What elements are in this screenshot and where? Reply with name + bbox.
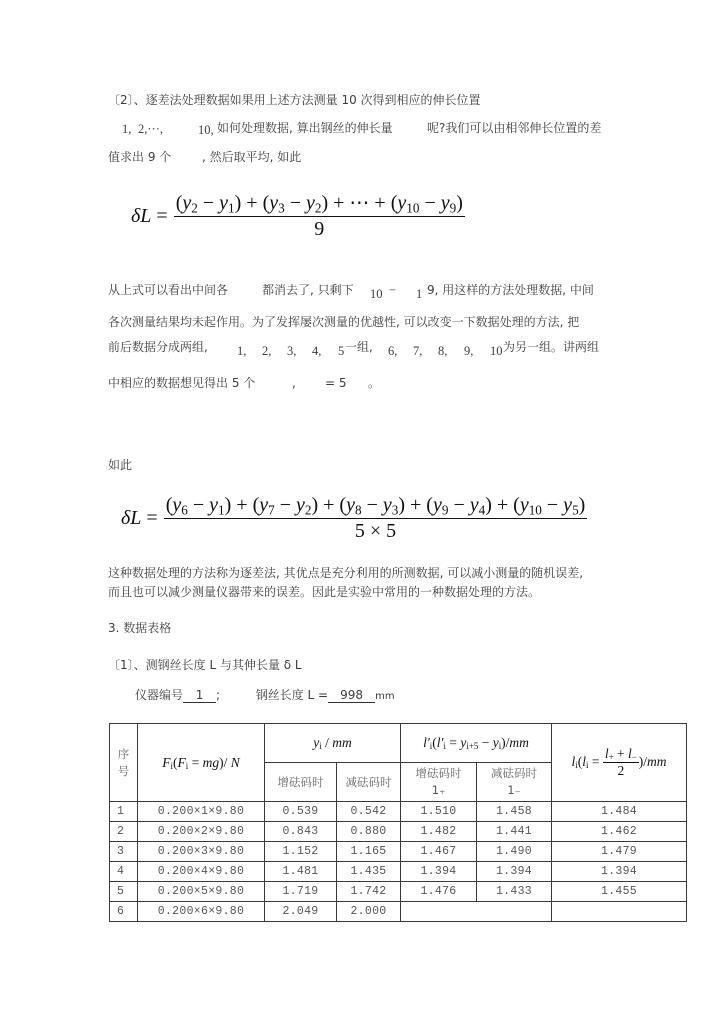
cell-y-adding: 1.719 bbox=[265, 882, 337, 902]
wire-length-unit: mm bbox=[375, 691, 395, 702]
math-variable: y bbox=[296, 494, 305, 516]
cell-index: 1 bbox=[110, 802, 138, 822]
explanation-line1-text-c: 9, 用这样的方法处理数据, 中间 bbox=[427, 283, 594, 297]
group2-variable: 7, bbox=[413, 344, 423, 358]
math-variable: y bbox=[269, 192, 279, 214]
section-2-line3-text-a: 值求出 9 个 bbox=[108, 150, 172, 164]
formula-grouped-difference bbox=[121, 494, 587, 542]
cell-l-adding: 1.510 bbox=[401, 802, 477, 822]
math-text: − bbox=[478, 735, 493, 750]
cell-elongation-merged-empty bbox=[401, 902, 552, 922]
math-variable: y bbox=[209, 494, 219, 516]
math-variable: y bbox=[397, 192, 407, 214]
explanation-line3-text-c: 为另一组。讲两组 bbox=[503, 340, 600, 354]
math-variable: y bbox=[460, 735, 467, 750]
math-variable: y bbox=[432, 494, 442, 516]
math-variable: l′ bbox=[436, 735, 444, 750]
math-variable: y bbox=[492, 735, 499, 750]
position-variable-y10: 10, bbox=[198, 123, 214, 137]
header-index-line1: 序 bbox=[117, 746, 130, 761]
math-text: 9 bbox=[314, 218, 325, 240]
math-subscript: i+5 bbox=[466, 741, 479, 752]
math-text: = bbox=[141, 506, 158, 529]
cell-y-removing: 0.542 bbox=[337, 802, 401, 822]
math-text: − bbox=[541, 494, 564, 516]
cell-l-adding: 1.476 bbox=[401, 882, 477, 902]
cell-index: 5 bbox=[110, 882, 138, 902]
cell-index: 3 bbox=[110, 842, 138, 862]
explanation-line4-comma: , bbox=[292, 376, 296, 390]
header-l-plus-symbol: 1₊ bbox=[431, 783, 446, 797]
math-subscript: 6 bbox=[181, 502, 188, 518]
math-variable: y bbox=[313, 735, 320, 750]
section-2-line3-text-b: , 然后取平均, 如此 bbox=[202, 150, 302, 164]
math-variable: l bbox=[628, 745, 632, 761]
math-text: ) + ( bbox=[311, 494, 347, 516]
math-variable: l bbox=[571, 753, 576, 769]
math-fraction-numerator bbox=[603, 746, 639, 764]
explanation-line2: 各次测量结果均未起作用。为了发挥屡次测量的优越性, 可以改变一下数据处理的方法, 把 bbox=[108, 315, 580, 329]
math-subscript: 1 bbox=[228, 200, 235, 216]
cell-l-adding: 1.482 bbox=[401, 822, 477, 842]
math-text: − bbox=[187, 494, 210, 516]
cell-force: 0.200×2×9.80 bbox=[138, 822, 265, 842]
math-text: ) bbox=[456, 192, 463, 214]
cell-l-average: 1.455 bbox=[552, 882, 687, 902]
math-variable: l bbox=[582, 753, 586, 769]
math-text: − bbox=[284, 192, 306, 214]
group1-variable: 1, bbox=[237, 344, 247, 358]
math-variable: y bbox=[469, 494, 479, 516]
group1-variable: 4, bbox=[312, 344, 322, 358]
cell-l-average bbox=[552, 902, 687, 922]
cell-l-average: 1.484 bbox=[552, 802, 687, 822]
math-subscript: 3 bbox=[391, 502, 399, 518]
math-variable: y bbox=[382, 494, 392, 516]
math-subscript: i bbox=[429, 741, 433, 752]
group2-variable: 10 bbox=[490, 344, 503, 358]
math-subscript: i bbox=[498, 741, 502, 752]
explanation-line4-period: 。 bbox=[368, 376, 381, 390]
formula-lhs bbox=[131, 205, 168, 228]
math-subscript: 4 bbox=[478, 502, 486, 518]
math-subscript: 2 bbox=[191, 200, 198, 216]
cell-force: 0.200×5×9.80 bbox=[138, 882, 265, 902]
cell-l-removing: 1.441 bbox=[477, 822, 552, 842]
cell-l-removing: 1.394 bbox=[477, 862, 552, 882]
formula-numerator bbox=[174, 192, 465, 217]
math-subscript: 9 bbox=[449, 200, 457, 216]
cell-index: 2 bbox=[110, 822, 138, 842]
cell-y-adding: 1.152 bbox=[265, 842, 337, 862]
math-subscript: i bbox=[185, 760, 189, 771]
math-text: ) + ( bbox=[234, 192, 270, 214]
math-subscript: 7 bbox=[268, 502, 275, 518]
math-subscript: 10 bbox=[406, 200, 420, 216]
header-elongation-average bbox=[552, 724, 687, 802]
explanation-line3-text-b: 一组, bbox=[345, 340, 373, 354]
section-2-line2-text-b: 呢?我们可以由相邻伸长位置的差 bbox=[427, 121, 602, 135]
math-text: − bbox=[274, 494, 296, 516]
cell-l-removing: 1.458 bbox=[477, 802, 552, 822]
math-text: )/ bbox=[219, 754, 231, 770]
section-3-heading: 3. 数据表格 bbox=[108, 621, 172, 635]
formula-successive-difference bbox=[131, 192, 465, 240]
header-l-adding-weights bbox=[401, 763, 477, 802]
math-variable: y bbox=[172, 494, 182, 516]
math-text: − bbox=[197, 192, 220, 214]
cell-y-adding: 0.539 bbox=[265, 802, 337, 822]
conclusion-line2: 而且也可以减少测量仪器带来的误差。因此是实验中常用的一种数据处理的方法。 bbox=[108, 585, 541, 599]
formula-denominator bbox=[355, 519, 396, 542]
cell-index: 6 bbox=[110, 902, 138, 922]
math-variable: F bbox=[177, 754, 186, 770]
math-variable: δL bbox=[131, 204, 152, 227]
math-text: ) + ( bbox=[398, 494, 433, 516]
group2-variable: 9, bbox=[464, 344, 474, 358]
table-header-row-1 bbox=[110, 724, 687, 763]
math-text: = bbox=[151, 204, 168, 227]
cell-l-average: 1.462 bbox=[552, 822, 687, 842]
math-variable: mg bbox=[202, 754, 220, 770]
header-y-removing-weights: 减砝码时 bbox=[337, 763, 401, 802]
cell-force: 0.200×1×9.80 bbox=[138, 802, 265, 822]
math-variable: y bbox=[519, 494, 529, 516]
header-l-minus-symbol: 1₋ bbox=[507, 783, 521, 797]
formula-fraction bbox=[164, 494, 588, 542]
math-variable: y bbox=[563, 494, 573, 516]
cell-force: 0.200×4×9.80 bbox=[138, 862, 265, 882]
math-subscript: i bbox=[319, 741, 322, 752]
header-position-y bbox=[265, 724, 401, 763]
table-row bbox=[110, 842, 687, 862]
cell-l-removing: 1.490 bbox=[477, 842, 552, 862]
math-variable: y bbox=[182, 192, 192, 214]
cell-l-removing: 1.433 bbox=[477, 882, 552, 902]
instrument-number-value: 1 bbox=[183, 688, 216, 703]
lead-in-text: 如此 bbox=[108, 458, 133, 472]
header-y-adding-weights: 增砝码时 bbox=[265, 763, 337, 802]
cell-force: 0.200×6×9.80 bbox=[138, 902, 265, 922]
math-variable: y bbox=[219, 192, 229, 214]
math-text: ) bbox=[578, 494, 586, 516]
section-2-heading-line: 〔2〕、逐差法处理数据如果用上述方法测量 10 次得到相应的伸长位置 bbox=[108, 93, 481, 107]
math-text: 5 × 5 bbox=[354, 520, 397, 542]
math-variable: mm bbox=[647, 753, 667, 769]
math-text: ) + ( bbox=[224, 494, 260, 516]
explanation-line1-text-b: 都消去了, 只剩下 bbox=[262, 283, 354, 297]
math-subscript: 5 bbox=[572, 502, 579, 518]
math-subscript: 8 bbox=[354, 502, 362, 518]
cell-l-adding: 1.467 bbox=[401, 842, 477, 862]
cell-l-average: 1.394 bbox=[552, 862, 687, 882]
math-fraction bbox=[603, 746, 639, 779]
table-row bbox=[110, 802, 687, 822]
math-variable: N bbox=[230, 754, 240, 770]
explanation-line1-text-a: 从上式可以看出中间各 bbox=[108, 283, 229, 297]
group1-variable: 5 bbox=[338, 344, 345, 358]
math-text: = bbox=[588, 753, 603, 769]
math-text: − bbox=[361, 494, 383, 516]
minus-sign: − bbox=[389, 283, 397, 297]
math-subscript: i bbox=[585, 759, 589, 770]
math-text: 2 bbox=[617, 763, 625, 779]
cell-index: 4 bbox=[110, 862, 138, 882]
cell-y-removing: 2.000 bbox=[337, 902, 401, 922]
math-text: + bbox=[613, 745, 628, 761]
header-l-adding-label: 增砝码时 bbox=[415, 766, 462, 780]
math-text: )/ bbox=[501, 735, 510, 750]
formula-lhs bbox=[121, 507, 158, 530]
section-3-subheading: 〔1〕、测钢丝长度 L 与其伸长量 δ L bbox=[108, 658, 302, 672]
group2-variable: 8, bbox=[438, 344, 448, 358]
group1-variable: 3, bbox=[287, 344, 297, 358]
math-text: ( bbox=[432, 735, 437, 750]
math-subscript: 9 bbox=[441, 502, 449, 518]
cell-l-average: 1.479 bbox=[552, 842, 687, 862]
table-row bbox=[110, 902, 687, 922]
group1-variable: 2, bbox=[262, 344, 272, 358]
header-l-removing-label: 减砝码时 bbox=[491, 766, 537, 780]
math-variable: y bbox=[306, 192, 315, 214]
math-text: ( bbox=[175, 192, 183, 214]
math-variable: l′ bbox=[423, 735, 430, 750]
measurement-table bbox=[109, 723, 687, 922]
formula-denominator bbox=[314, 217, 324, 240]
math-text: ( bbox=[165, 494, 173, 516]
math-text: ( bbox=[577, 753, 583, 769]
math-variable: l bbox=[604, 745, 609, 761]
cell-y-removing: 1.742 bbox=[337, 882, 401, 902]
cell-y-adding: 2.049 bbox=[265, 902, 337, 922]
math-text: − bbox=[448, 494, 470, 516]
cell-force: 0.200×3×9.80 bbox=[138, 842, 265, 862]
math-variable: y bbox=[259, 494, 269, 516]
header-force bbox=[138, 724, 265, 802]
math-subscript: i bbox=[443, 741, 446, 752]
math-text: − bbox=[419, 192, 441, 214]
table-row bbox=[110, 862, 687, 882]
explanation-line4-text-a: 中相应的数据想见得出 5 个 bbox=[108, 376, 256, 390]
math-text: ( bbox=[172, 754, 178, 770]
table-row bbox=[110, 882, 687, 902]
position-variable-y2-ellipsis: 2,···, bbox=[138, 122, 163, 136]
instrument-info-line bbox=[135, 687, 395, 705]
table-body bbox=[110, 802, 687, 922]
math-variable: y bbox=[346, 494, 355, 516]
math-subscript: 10 bbox=[528, 502, 542, 518]
wire-length-label: 钢丝长度 L = bbox=[255, 688, 329, 702]
header-index bbox=[110, 724, 138, 802]
math-subscript: i bbox=[575, 759, 578, 770]
math-subscript: 3 bbox=[278, 200, 285, 216]
math-text: ) + ⋯ + ( bbox=[321, 192, 398, 214]
cell-l-adding: 1.394 bbox=[401, 862, 477, 882]
cell-y-removing: 1.165 bbox=[337, 842, 401, 862]
instrument-number-label: 仪器编号 bbox=[135, 688, 184, 702]
math-text: ) + ( bbox=[485, 494, 520, 516]
formula-fraction bbox=[174, 192, 465, 240]
header-index-line2: 号 bbox=[117, 763, 130, 778]
wire-length-value: 998 bbox=[328, 688, 375, 703]
formula-numerator bbox=[164, 494, 588, 519]
math-text: = bbox=[188, 754, 203, 770]
math-subscript: − bbox=[631, 752, 637, 763]
conclusion-line1: 这种数据处理的方法称为逐差法, 其优点是充分利用的所测数据, 可以减小测量的随机误差, bbox=[108, 566, 584, 580]
variable-y10: 10 bbox=[370, 287, 383, 301]
math-text: )/ bbox=[638, 753, 648, 769]
cell-y-adding: 0.843 bbox=[265, 822, 337, 842]
math-subscript: + bbox=[608, 752, 614, 763]
math-text: / bbox=[321, 735, 333, 750]
math-variable: δL bbox=[121, 506, 142, 529]
math-variable: mm bbox=[332, 735, 352, 750]
math-subscript: 2 bbox=[304, 502, 312, 518]
cell-y-removing: 0.880 bbox=[337, 822, 401, 842]
semicolon: ; bbox=[216, 688, 221, 702]
math-variable: F bbox=[162, 754, 171, 770]
math-variable: mm bbox=[509, 735, 529, 750]
math-subscript: i bbox=[170, 760, 173, 771]
table-row bbox=[110, 822, 687, 842]
position-variable-y1: 1, bbox=[122, 122, 132, 136]
math-subscript: 2 bbox=[314, 200, 322, 216]
header-l-removing-weights bbox=[477, 763, 552, 802]
math-variable: y bbox=[440, 192, 450, 214]
cell-y-adding: 1.481 bbox=[265, 862, 337, 882]
cell-y-removing: 1.435 bbox=[337, 862, 401, 882]
explanation-line4-equals: = 5 bbox=[325, 376, 347, 390]
math-subscript: 1 bbox=[218, 502, 225, 518]
section-2-line2-text-a: 如何处理数据, 算出钢丝的伸长量 bbox=[217, 121, 393, 135]
group2-variable: 6, bbox=[388, 344, 398, 358]
math-text: = bbox=[445, 735, 461, 750]
header-elongation-prime bbox=[401, 724, 552, 763]
explanation-line3-text-a: 前后数据分成两组, bbox=[108, 340, 208, 354]
variable-y1: 1 bbox=[416, 287, 423, 301]
math-fraction-denominator bbox=[617, 763, 624, 779]
